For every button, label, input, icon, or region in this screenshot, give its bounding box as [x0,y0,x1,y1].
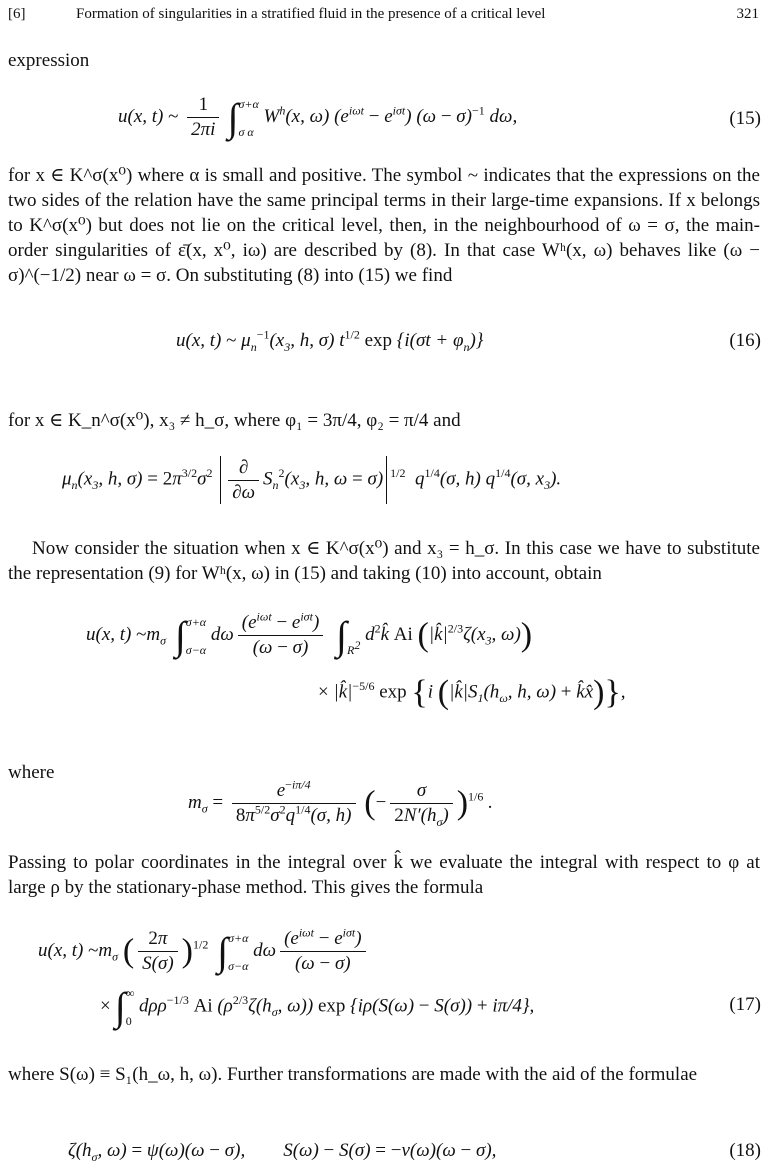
equation-number: (16) [729,330,761,351]
paragraph-2: for x ∈ K_n^σ(x⁰), x₃ ≠ h_σ, where φ₁ = 3π/4, φ₂ = π/4 and [8,410,461,431]
paragraph-3: Now consider the situation when x ∈ K^σ(x⁰) and x₃ = h_σ. In this case we have to substitute the representation (9) for Wʰ(x, ω) in (15) and taking (10) into account, obtain [8,538,760,584]
paragraph-where: where [8,762,55,783]
equation-number: (18) [729,1140,761,1161]
running-title: Formation of singularities in a stratified fluid in the presence of a critical level [76,6,546,22]
equation-16 [0,327,769,360]
equation-18 [0,1140,769,1168]
equation-m-sigma-body: $m_\sigma$ = $\frac{e^{-i\pi/4}}{8\pi^{5/2}\sigma^2q^{1/4}(\sigma, h)}$ (− $\frac{\sigma}{2N'(h_\sigma)}$ )$^{1/6}$ . [188,777,493,829]
equation-15-body: u(x, t) ~ $\frac{1}{2\pi i}$ ∫ σ+α σ α $W^h(x$, ω) $(e^{i\omega t} - e^{i\sigma t}) (\omega - \sigma)^{-1}$ dω, [118,94,518,140]
equation-17-line-2: × ∫ ∞ 0 dρρ$^{-1/3}$ Ai ($\rho^{2/3}\zeta(h_\sigma$, ω)) exp {iρ(S(ω) − S(σ)) + iπ/4}, [100,984,535,1029]
paragraph-expression: expression [8,50,90,71]
equation-18-body: $\zeta(h_\sigma$, ω) = ψ(ω)(ω − σ), S(ω) − S(σ) = −ν(ω)(ω − σ), [68,1140,497,1164]
section-ref: [6] [8,6,26,22]
paragraph-5: where S(ω) ≡ S₁(h_ω, h, ω). Further transformations are made with the aid of the formulae [8,1064,698,1085]
running-header [8,6,761,28]
equation-16-body: u(x, t) ~ $\mu_n^{-1}(x_3$, h, σ) $t^{1/2}$ $\exp \{i(\sigma t + \varphi_n)\}$ [176,327,484,354]
paragraph-1: for x ∈ K^σ(x⁰) where α is small and positive. The symbol ~ indicates that the expressions on the two sides of the relation have the same principal terms in their large-time expansions. If x belongs to K^σ(x⁰) but does not lie on the critical level, then, in the neighbourhood of ω = σ, the main-order singularities of ε̄(x, x⁰, iω) are described by (8). In that case Wʰ(x, ω) behaves like (ω − σ)^(−1/2) near ω = σ. On substituting (8) into (15) we find [8,165,760,286]
equation-17-line-1: u(x, t) $\sim m_\sigma$ ( $\frac{2\pi}{S(\sigma)}$ )$^{1/2}$ ∫ σ+α σ−α dω $\frac{(e^{i\omega t} - e^{i\sigma t})}{(\omega - \sigma)}$ [38,928,370,975]
equation-mu-n-body: $\mu_n(x_3$, h, $\sigma) = 2\pi^{3/2}\sigma^2$ $\frac{\partial}{\partial\omega}$ $S_n^2(x_3$, h, ω = σ) $^{1/2}$ $q^{1/4}(\sigma$, h) $q^{1/4}(\sigma$, $x_3$). [62,456,562,503]
page-number: 321 [736,6,759,22]
equation-mu-n [0,452,769,516]
equation-number: (17) [729,994,761,1015]
equation-airy-line-2: × $|k̂|^{-5/6}$ exp {i ($|k̂|S_1(h_\omega$, h, ω) + k̂x̂)}, [318,674,626,711]
equation-airy-line-1: u(x, t) $\sim m_\sigma$ ∫ σ+α σ−α dω $\frac{(e^{i\omega t} - e^{i\sigma t})}{(\omega - \sigma)}$ ∫ $R^2$ $d^2k̂$ Ai ($|k̂|^{2/3}\zeta(x_3$, ω)) [86,609,533,658]
equation-airy-integral [0,609,769,752]
paragraph-4: Passing to polar coordinates in the integral over k̂ we evaluate the integral with respect to φ at large ρ by the stationary-phase method. This gives the formula [8,852,760,898]
equation-17 [0,925,769,1046]
equation-15 [0,88,769,158]
equation-number: (15) [729,108,761,129]
equation-m-sigma [0,776,769,846]
